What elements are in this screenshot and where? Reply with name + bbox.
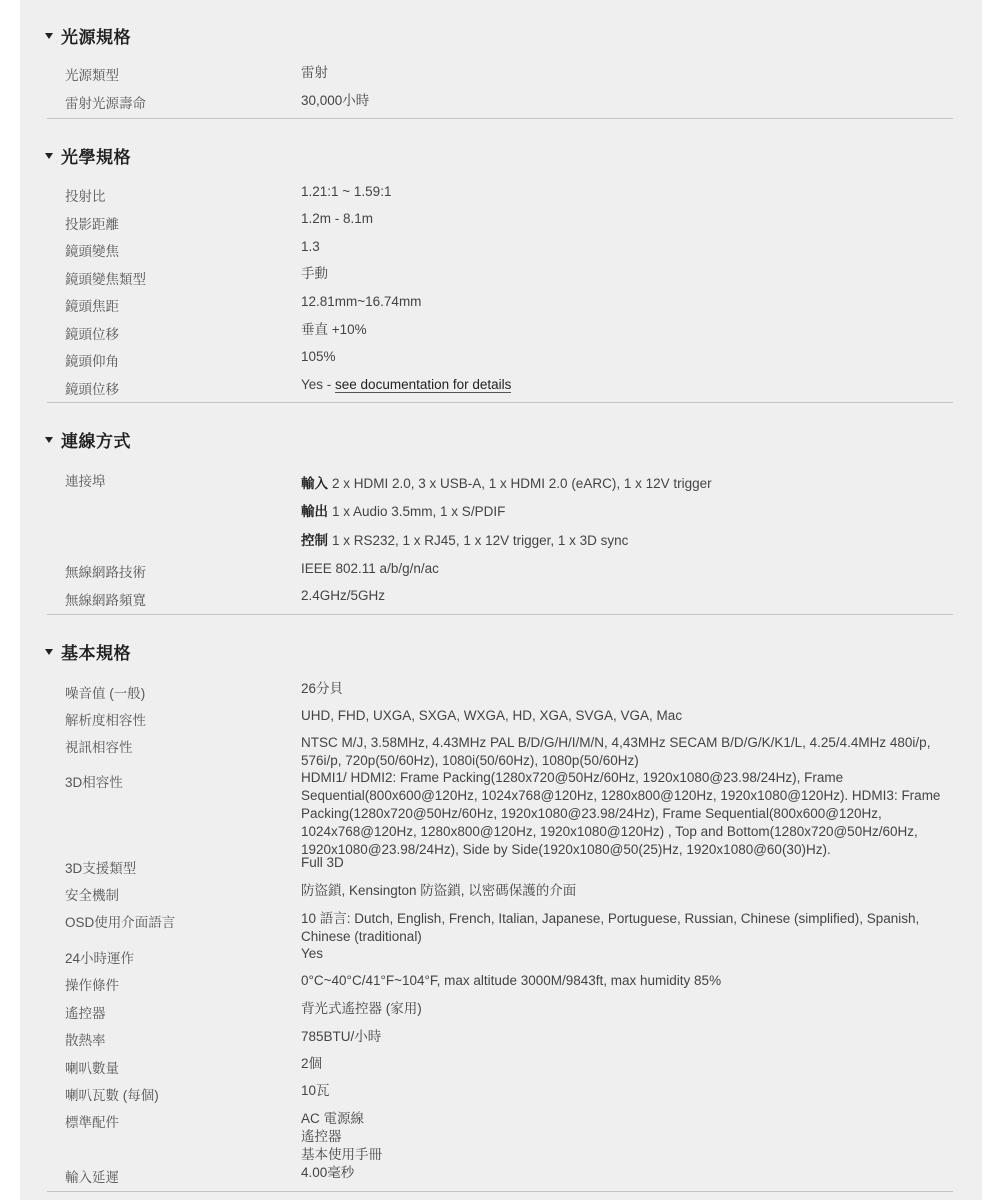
section-header-light[interactable] bbox=[45, 23, 131, 47]
accessory-item: 遙控器 bbox=[301, 1129, 342, 1144]
spec-value: 0°C~40°C/41°F~104°F, max altitude 3000M/9843ft, max humidity 85% bbox=[301, 973, 722, 988]
section-header-connectivity[interactable] bbox=[45, 427, 131, 451]
port-key: 輸入 bbox=[301, 476, 328, 491]
spec-value: 手動 bbox=[301, 266, 328, 281]
section-title: 連線方式 bbox=[61, 431, 131, 451]
spec-label: 視訊相容性 bbox=[65, 740, 133, 755]
value-prefix: Yes - bbox=[301, 377, 336, 392]
spec-label: OSD使用介面語言 bbox=[65, 915, 176, 930]
spec-value: 4.00毫秒 bbox=[301, 1165, 355, 1180]
spec-label: 鏡頭變焦類型 bbox=[65, 272, 146, 287]
caret-down-icon bbox=[45, 153, 53, 159]
spec-label: 輸入延遲 bbox=[65, 1170, 119, 1185]
spec-value: 防盜鎖, Kensington 防盜鎖, 以密碼保護的介面 bbox=[301, 883, 577, 898]
section-title: 基本規格 bbox=[61, 643, 131, 663]
spec-value: UHD, FHD, UXGA, SXGA, WXGA, HD, XGA, SVGA, VGA, Mac bbox=[301, 708, 683, 723]
port-row bbox=[301, 532, 941, 550]
spec-value: 1.3 bbox=[301, 239, 320, 254]
documentation-link[interactable]: see documentation for details bbox=[335, 377, 512, 392]
spec-label: 喇叭數量 bbox=[65, 1061, 119, 1076]
port-text: 1 x RS232, 1 x RJ45, 1 x 12V trigger, 1 x 3D sync bbox=[332, 533, 629, 548]
section-title: 光學規格 bbox=[61, 147, 131, 167]
port-text: 2 x HDMI 2.0, 3 x USB-A, 1 x HDMI 2.0 (eARC), 1 x 12V trigger bbox=[332, 476, 712, 491]
spec-label: 24小時運作 bbox=[65, 951, 135, 966]
accessory-item: 基本使用手冊 bbox=[301, 1147, 382, 1162]
port-key: 輸出 bbox=[301, 504, 328, 519]
spec-label: 解析度相容性 bbox=[65, 713, 146, 728]
spec-label: 標準配件 bbox=[65, 1115, 119, 1130]
spec-label: 安全機制 bbox=[65, 888, 119, 903]
port-row bbox=[301, 503, 941, 521]
spec-label: 雷射光源壽命 bbox=[65, 96, 146, 111]
section-divider bbox=[47, 614, 953, 615]
spec-value: 2.4GHz/5GHz bbox=[301, 588, 386, 603]
port-row bbox=[301, 475, 941, 493]
spec-value: 1.21:1 ~ 1.59:1 bbox=[301, 184, 392, 199]
spec-value: 1.2m - 8.1m bbox=[301, 211, 374, 226]
spec-label: 3D支援類型 bbox=[65, 861, 137, 876]
spec-label: 鏡頭焦距 bbox=[65, 299, 119, 314]
spec-value: 105% bbox=[301, 349, 336, 364]
spec-label: 鏡頭變焦 bbox=[65, 244, 119, 259]
spec-value: IEEE 802.11 a/b/g/n/ac bbox=[301, 561, 439, 576]
spec-label: 操作條件 bbox=[65, 978, 119, 993]
spec-value: 12.81mm~16.74mm bbox=[301, 294, 422, 309]
section-divider bbox=[47, 1191, 953, 1192]
section-header-optics[interactable] bbox=[45, 143, 131, 167]
caret-down-icon bbox=[45, 649, 53, 655]
spec-label: 散熱率 bbox=[65, 1033, 106, 1048]
port-key: 控制 bbox=[301, 533, 328, 548]
section-header-basic[interactable] bbox=[45, 639, 131, 663]
spec-value: 10 語言: Dutch, English, French, Italian, Japanese, Portuguese, Russian, Chinese (simplified), Spanish, Chinese (traditional) bbox=[301, 911, 920, 944]
spec-value: HDMI1/ HDMI2: Frame Packing(1280x720@50Hz/60Hz, 1920x1080@23.98/24Hz), Frame Sequential(800x600@120Hz, 1024x768@120Hz, 1280x800@120Hz, 1920x1080@120Hz). HDMI3: Frame Packing(1280x720@50Hz/60Hz, 1920x1080@23.98/24Hz), Frame Sequential(800x600@120Hz, 1024x768@120Hz, 1280x800@120Hz, 1920x1080@120Hz) , Top and Bottom(1280x720@50Hz/60Hz, 1920x1080@23.98/24Hz), Side by Side(1920x1080@50(25)Hz, 1920x1080@60(30)Hz). bbox=[301, 770, 941, 857]
spec-value: 26分貝 bbox=[301, 681, 344, 696]
spec-label: 鏡頭仰角 bbox=[65, 354, 119, 369]
section-title: 光源規格 bbox=[61, 27, 131, 47]
spec-label: 無線網路技術 bbox=[65, 565, 146, 580]
spec-label: 無線網路頻寬 bbox=[65, 593, 146, 608]
spec-label: 3D相容性 bbox=[65, 775, 123, 790]
spec-value: 2個 bbox=[301, 1056, 323, 1071]
caret-down-icon bbox=[45, 33, 53, 39]
spec-label: 鏡頭位移 bbox=[65, 382, 119, 397]
spec-value: 背光式遙控器 (家用) bbox=[301, 1001, 422, 1016]
accessory-item: AC 電源線 bbox=[301, 1111, 365, 1126]
spec-value: NTSC M/J, 3.58MHz, 4.43MHz PAL B/D/G/H/I/M/N, 4,43MHz SECAM B/D/G/K/K1/L, 4.25/4.4MHz 480i/p, 576i/p, 720p(50/60Hz), 1080i(50/60Hz), 1080p(50/60Hz) bbox=[301, 735, 931, 768]
spec-label: 投射比 bbox=[65, 189, 106, 204]
caret-down-icon bbox=[45, 437, 53, 443]
spec-label: 投影距離 bbox=[65, 217, 119, 232]
section-divider bbox=[47, 402, 953, 403]
spec-value bbox=[301, 376, 941, 394]
spec-label: 遙控器 bbox=[65, 1006, 106, 1021]
spec-label: 光源類型 bbox=[65, 68, 119, 83]
spec-label: 噪音值 (一般) bbox=[65, 686, 146, 701]
section-divider bbox=[47, 118, 953, 119]
spec-value: 10瓦 bbox=[301, 1083, 330, 1098]
spec-value: 30,000小時 bbox=[301, 93, 370, 108]
spec-value: 785BTU/小時 bbox=[301, 1029, 382, 1044]
spec-label: 連接埠 bbox=[65, 474, 106, 489]
spec-value: 垂直 +10% bbox=[301, 322, 367, 337]
spec-label: 鏡頭位移 bbox=[65, 327, 119, 342]
spec-value: 雷射 bbox=[301, 65, 328, 80]
spec-value: Full 3D bbox=[301, 855, 344, 870]
spec-value: Yes bbox=[301, 946, 324, 961]
port-text: 1 x Audio 3.5mm, 1 x S/PDIF bbox=[332, 504, 506, 519]
spec-label: 喇叭瓦數 (每個) bbox=[65, 1088, 159, 1103]
